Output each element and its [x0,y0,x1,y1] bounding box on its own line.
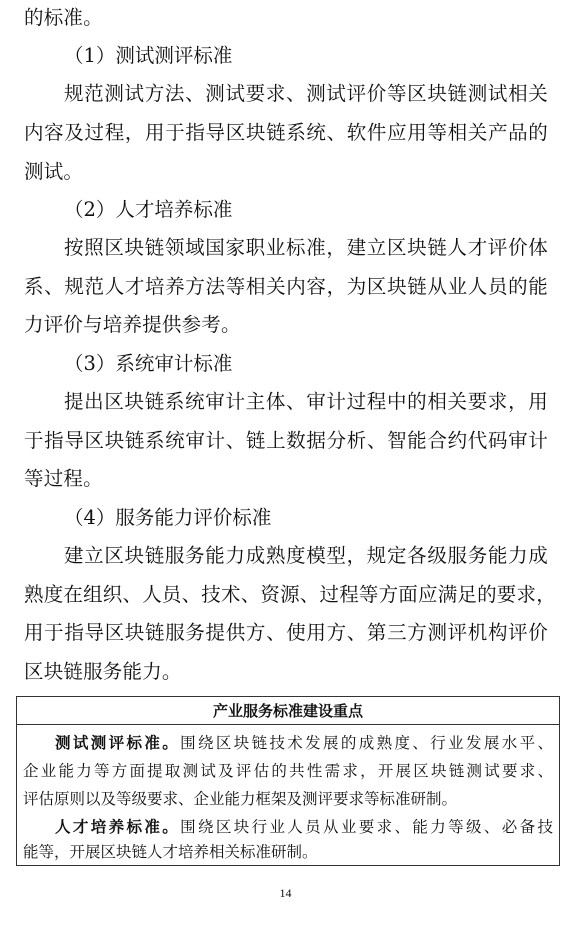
text-line: 于指导区块链系统审计、链上数据分析、智能合约代码审计 [24,429,548,452]
section-heading-service: （4）服务能力评价标准 [64,506,272,529]
box-title: 产业服务标准建设重点 [17,697,559,725]
box-text-line: 能等，开展区块链人才培养相关标准研制。 [23,843,318,861]
box-item-text: 围绕区块行业人员从业要求、能力等级、必备技 [180,818,553,836]
section-heading-talent: （2）人才培养标准 [64,198,233,221]
text-line: 力评价与培养提供参考。 [24,313,241,336]
text-line: 规范测试方法、测试要求、测试评价等区块链测试相关 [64,82,548,105]
page-number: 14 [279,886,292,900]
key-points-box [16,696,560,866]
text-line: 建立区块链服务能力成熟度模型，规定各级服务能力成 [64,544,548,567]
text-line: 测试。 [24,160,84,183]
text-line: 提出区块链系统审计主体、审计过程中的相关要求，用 [64,390,548,413]
text-line: 系、规范人才培养方法等相关内容，为区块链从业人员的能 [24,275,548,298]
box-text-line: 企业能力等方面提取测试及评估的共性需求，开展区块链测试要求、 [23,762,553,780]
text-line: 熟度在组织、人员、技术、资源、过程等方面应满足的要求， [24,583,556,606]
box-text-line: 评估原则以及等级要求、企业能力框架及测评要求等标准研制。 [23,790,458,808]
text-line: 按照区块链领域国家职业标准，建立区块链人才评价体 [64,236,548,259]
section-heading-testing: （1）测试测评标准 [64,44,233,67]
box-item-label: 测试测评标准。 [55,734,181,752]
section-heading-audit: （3）系统审计标准 [64,352,233,375]
box-item-talent [55,817,553,837]
box-item-text: 围绕区块链技术发展的成熟度、行业发展水平、 [180,734,553,752]
text-line: 区块链服务能力。 [24,660,182,683]
text-line: 的标准。 [24,6,103,29]
text-line: 用于指导区块链服务提供方、使用方、第三方测评机构评价 [24,621,548,644]
box-item-testing [55,733,553,753]
box-item-label: 人才培养标准。 [55,818,181,836]
text-line: 内容及过程，用于指导区块链系统、软件应用等相关产品的 [24,121,548,144]
text-line: 等过程。 [24,467,103,490]
